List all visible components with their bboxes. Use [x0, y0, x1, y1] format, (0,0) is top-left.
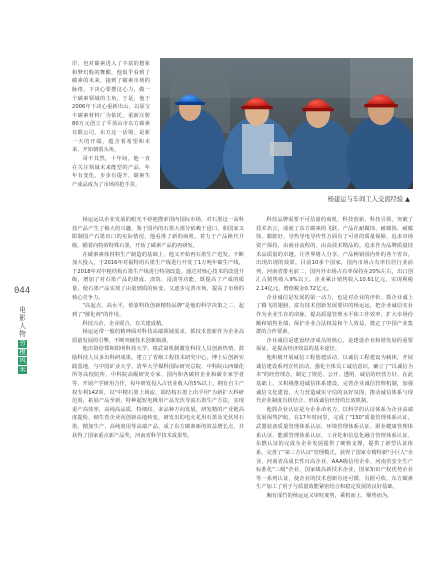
section-tab-char: 人	[19, 321, 26, 330]
paragraph: 他抓企业认证是为企业命名力，以科学的认证体系为企业高端发展保驾护航，在17年时间里，完成了"150"质量管理体系认证，武器装备质量管理体系认证、环境管理体系认证、职业健康管理体系认证、能源管理体系认证、工业化和信息化融合管理体系认证、东燃认证的完成为企业发展提供了硬核支撑，提供了新型认证体系，完善了"第三方认证"管理模式，获得了国家专精特新"小巨人"企业，河南省高成长性百高企业、AAA级信用企业、河南省安全生产标准化"三级"企业、国家级高新技术企业，国家知识产权优势企业等一系列认证，使企业的技术创新有迹可循，有据可依，东方碳素生产加工了用于与质量效能紧密结合和稳定发展的良好基础。	[256, 406, 413, 491]
paragraph: 在碳素素体材料生产制造的基础上，他又开始再石墨生产进发。不断加大投入，于2016年对福特的石墨生产线进行开发了1万吨年碳生产线，于2018年对中粗结构石墨生产线进行特别改造。通过对核心技术的改进升级，增加了对石墨产品的烧成、浇筑、浸渍等功能，既提高了产成的质量，使石墨产品实现了由量到质的转变，又逐步完善市场，提高了市场的核心竞争力。	[72, 251, 244, 301]
section-tab-char-highlight: 模	[19, 347, 26, 356]
section-tab-char-highlight: 劳	[19, 338, 26, 347]
section-tab-char: 物	[19, 329, 26, 338]
intro-column	[72, 60, 150, 189]
section-tab-char: 影	[19, 313, 26, 322]
paragraph: 他出资给郑和阳明科技大学，将武第机制激发科技人员创新热情，鼓励科技人员多出科研成果。建立了省级工程技术研究中心，博士后创新实践基地，与中国矿业大学、清华大学煤科国际研究总院、中科院山西煤化所等高校院所、中科院高级研究专家、国内和各碳材企业和碳专家学者等，开展产学研用合作，每年研发投入占营业收入的5%以上，拥有自主产权专利142项，以"中精石墨上场流、端结构石墨上出平坦"为新扩大科研范围，拓展产品至新，特种超短电极用产品光伏导流石墨生产方法，实现重产高效率，高纯高品质，特细纹、多品种方向发展，研发精的产业链高度提检，细生育企业向创新高地转变，研发出的电火花用石墨及光伏用石墨、精加生产、高纯度用等高端产品，成了东方碳素新的效益增长点，并获得了国家重点新产品奖，河南省科学技术成果奖。	[72, 346, 244, 439]
paragraph: 企业诚信是建设经济成员的核心，是建设企业和谐发展的重要保证，是提高经济效益的基本途径。	[256, 337, 413, 353]
paragraph: "高起点、高水平，依靠科技创新精特品牌"是他的科学决策之二，起到了"催化剂"的作用。	[72, 303, 244, 318]
workers-photo	[160, 58, 413, 189]
paragraph: 科技品牌需要不可估量的商机，科技创新，科技引领，突破了技术名言，成就了东方碳素的飞跃，产品在耐腐蚀、耐腐蚀、耐腐蚀、膨胀好、导热导电导传性方面有了可喜的质量保障，追求市场资产保持，由商业流程的，由高技术精品的。追求作为品牌质量技术品质量的卓越。让世界将人分享。产品畅销国内外的各个省市，出现出现的效果。目前10多个国家，国内市场占有率位居行业前列，河南省排名前二，国内外市场占有率保持在20%左右，出口创汇占销售收入9%以上。企业累计销售收入10.61亿元，实现利税2.14亿元，增值税金0.72亿元。	[256, 217, 413, 292]
paragraph: 杨运运带一般的精神面对科技高端领域需求，抓技术创新作为企业高质量发展的引擎，不断突破技术创新瓶颈。	[72, 329, 244, 344]
section-tab-char-highlight: 风	[19, 356, 26, 365]
paragraph: 哥不其然，十年间，他一直在关注领域未来能型的产品，年年有变化，步步有提升，碳素生产成品成为了市场的抢手货。	[72, 155, 150, 188]
section-tab-char: 电	[19, 306, 26, 314]
section-tab-char-highlight: 采	[19, 365, 26, 374]
main-column-left	[72, 216, 244, 440]
paragraph: 胸有成竹的杨运运又审时度势，乘机而上，顺势而为。	[266, 493, 393, 499]
workers-photo-illustration	[160, 58, 413, 189]
section-tab	[18, 307, 27, 374]
paragraph: 他积极开展诚信工程创建活动，以诚信工程建设为载体，开展诚信建设系列宣传活动，强化全体员工诚信意识，确立了"以诚信为本"的经营理念，制定了规范、公开、透明、诚信的经营方针。在此基础上，又积极推进诚信体系建设，完善企业诚信管理机制，加强诚信文化建设，大力营造诚实守信的良好氛围，推动诚信体系与现代企业制度有机结合，形成诚信经营的长效机制。	[256, 355, 413, 405]
page-number: 044	[14, 286, 31, 296]
paragraph: 科技兴企，企业联合，有关建成精。	[82, 320, 167, 327]
paragraph: 岸，也对碳素进入了丰富的想象和梦幻般的舞酣，他似乎看到了碳素的未来，接到了碳素市场的脉络，下决心要摆这心力，做一个碳素领域的主角。于是，他于2006年下决心重新出山，以原宝丰碳素材料厂为依托，重新注册80万元创立了平顶山市东方碳素有限公司，东方这一话境，是新一天的开端，蕴含着希望和未来，开始朝霞头角。	[72, 61, 150, 154]
paragraph: 杨运运以企业发展的眼光不停地搜索国内国际市场，对石墨这一高科技产品产生了极大的兴趣，鉴于国内的石墨大部分依赖于进口，和国家又限制国产石墨出口的实际情况，他看准了新的商机，着力于产品换代升级，瞄着向特效特殊石墨，开始了碳素产品的再研发。	[72, 217, 244, 249]
main-column-right	[256, 216, 413, 501]
photo-caption: 杨建运与车间工人交流经验 ▲	[327, 196, 410, 203]
paragraph: 企业诚信是发展的第一动力，也是对企业的评价。抓企业诚上了腾飞的翅膀，富有技术创新发展要识的杨运运，把企业诚信实业作为企业生存的命脉，提高质量管理水平和工作效率，扩大市场份额和销售业绩，保护企业合法权益和个人效益，奠定了中国产业集群的合作要素。	[256, 294, 413, 336]
